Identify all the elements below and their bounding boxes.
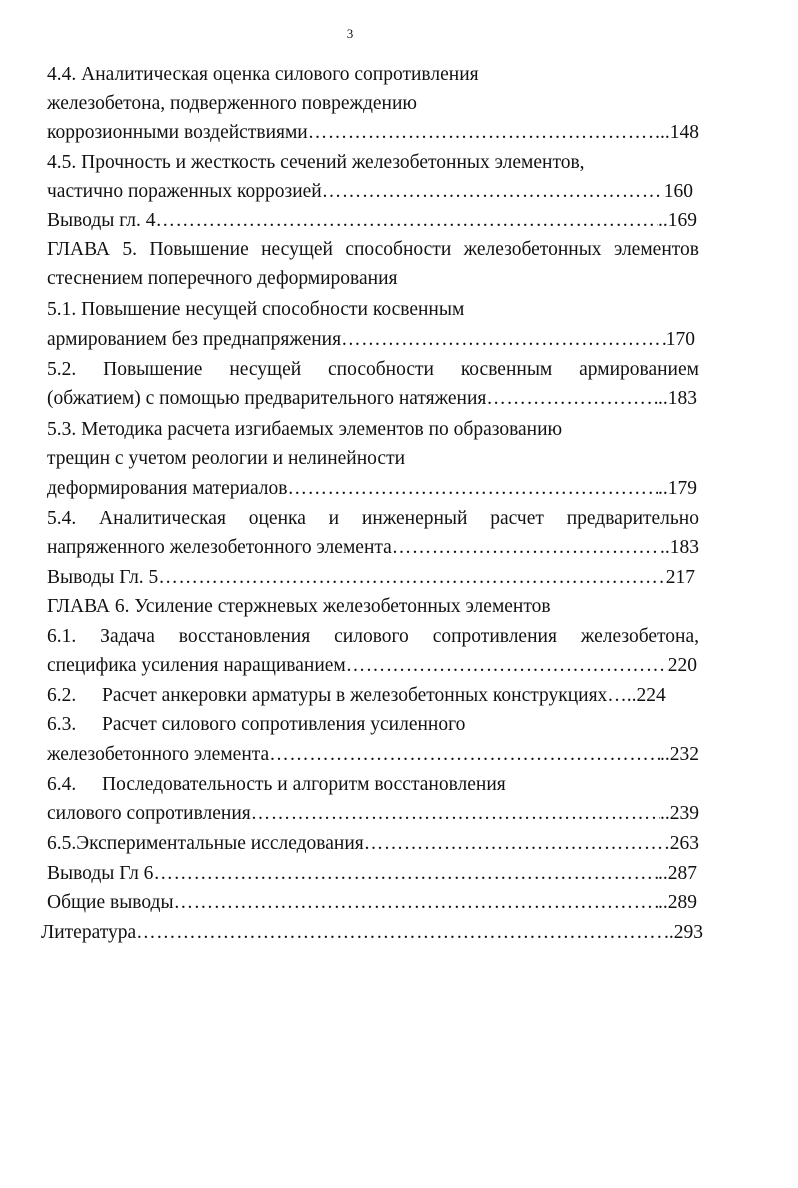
leader-dots bbox=[156, 206, 658, 236]
toc-entry-title: Литература bbox=[41, 922, 137, 943]
section-number: 6.4. bbox=[47, 774, 77, 795]
toc-entry-page: 263 bbox=[669, 833, 699, 854]
toc-entry-title: железобетонного элемента bbox=[47, 744, 270, 765]
toc-entry-page: ..183 bbox=[660, 537, 699, 558]
toc-line: 5.3. Методика расчета изгибаемых элементов по образованию bbox=[47, 419, 563, 440]
toc-entry bbox=[47, 563, 695, 593]
toc-entry-page: ..148 bbox=[660, 122, 699, 143]
toc-entry-page: ..289 bbox=[658, 892, 697, 913]
toc-entry-title: Общие выводы bbox=[47, 892, 174, 913]
toc-entry bbox=[47, 474, 697, 504]
toc-entry-page: 170 bbox=[665, 329, 695, 350]
toc-line: 4.4. Аналитическая оценка силового сопротивления bbox=[47, 64, 479, 85]
chapter-heading: ГЛАВА 6. Усиление стержневых железобетонных элементов bbox=[47, 596, 551, 617]
toc-line: железобетона, подверженного повреждению bbox=[47, 93, 417, 114]
toc-entry-title: Выводы гл. 4 bbox=[47, 210, 156, 231]
toc-entry-page: …..224 bbox=[607, 685, 666, 706]
leader-dots bbox=[346, 651, 668, 681]
toc-entry-title: силового сопротивления bbox=[47, 803, 251, 824]
toc-entry-page: 217 bbox=[665, 567, 695, 588]
leader-dots bbox=[158, 563, 665, 593]
toc-entry bbox=[47, 829, 699, 859]
toc-entry bbox=[47, 118, 699, 148]
toc-entry-page: 220 bbox=[667, 655, 697, 676]
leader-dots bbox=[322, 177, 664, 207]
toc-entry-page: 160 bbox=[663, 181, 693, 202]
toc-entry-page: ..232 bbox=[660, 744, 699, 765]
leader-dots bbox=[341, 325, 666, 355]
toc-entry-page: ..179 bbox=[658, 478, 697, 499]
toc-entry bbox=[47, 651, 697, 681]
toc-line bbox=[47, 710, 465, 740]
toc-entry bbox=[47, 177, 693, 207]
leader-dots bbox=[251, 799, 660, 829]
toc-entry bbox=[47, 384, 697, 414]
section-number: 6.5. bbox=[47, 833, 77, 854]
toc-entry bbox=[47, 740, 699, 770]
toc-entry-title: Экспериментальные исследования bbox=[76, 833, 364, 854]
toc-line: 5.1. Повышение несущей способности косвенным bbox=[47, 299, 465, 320]
toc-entry bbox=[47, 325, 695, 355]
toc-entry bbox=[47, 859, 697, 889]
toc-entry bbox=[47, 888, 697, 918]
toc-entry bbox=[47, 681, 699, 711]
toc-entry bbox=[41, 918, 703, 948]
toc-entry-title: специфика усиления наращиванием bbox=[47, 655, 346, 676]
toc-entry bbox=[47, 799, 699, 829]
toc-entry-page: ..293 bbox=[664, 922, 703, 943]
leader-dots bbox=[287, 474, 658, 504]
toc-line bbox=[47, 770, 506, 800]
toc-line: стеснением поперечного деформирования bbox=[47, 268, 398, 289]
toc-entry-title: деформирования материалов bbox=[47, 478, 288, 499]
toc-line: 5.2. Повышение несущей способности косвенным армированием bbox=[47, 359, 699, 380]
toc-entry-title: (обжатием) с помощью предварительного натяжения bbox=[47, 388, 487, 409]
toc-entry bbox=[47, 206, 697, 236]
toc-entry-page: ..183 bbox=[658, 388, 697, 409]
toc-line-text: Расчет силового сопротивления усиленного bbox=[102, 714, 466, 735]
toc-entry-page: ..169 bbox=[658, 210, 697, 231]
leader-dots bbox=[136, 918, 664, 948]
toc-entry-title: частично пораженных коррозией bbox=[47, 181, 322, 202]
toc-line: 5.4. Аналитическая оценка и инженерный расчет предварительно bbox=[47, 508, 699, 529]
leader-dots bbox=[269, 740, 660, 770]
toc-entry-title: напряженного железобетонного элемента bbox=[47, 537, 392, 558]
toc-entry bbox=[47, 533, 699, 563]
toc-line: 6.1. Задача восстановления силового сопротивления железобетона, bbox=[47, 626, 699, 647]
toc-entry-page: ..239 bbox=[660, 803, 699, 824]
toc-entry-title: Расчет анкеровки арматуры в железобетонных конструкциях bbox=[102, 685, 608, 706]
section-number: 6.3. bbox=[47, 714, 77, 735]
leader-dots bbox=[392, 533, 660, 563]
section-number: 6.2. bbox=[47, 685, 77, 706]
page-number: 3 bbox=[346, 26, 354, 41]
leader-dots bbox=[308, 118, 660, 148]
leader-dots bbox=[486, 384, 658, 414]
leader-dots bbox=[364, 829, 670, 859]
toc-line-text: Последовательность и алгоритм восстановления bbox=[102, 774, 506, 795]
leader-dots bbox=[153, 859, 658, 889]
toc-entry-title: Выводы Гл 6 bbox=[47, 863, 154, 884]
toc-line: 4.5. Прочность и жесткость сечений железобетонных элементов, bbox=[47, 152, 585, 173]
toc-line: трещин с учетом реологии и нелинейности bbox=[47, 448, 406, 469]
toc-entry-title: Выводы Гл. 5 bbox=[47, 567, 159, 588]
leader-dots bbox=[174, 888, 658, 918]
toc-entry-title: коррозионными воздействиями bbox=[47, 122, 308, 143]
toc-entry-title: армированием без преднапряжения bbox=[47, 329, 342, 350]
toc-entry-page: ..287 bbox=[658, 863, 697, 884]
chapter-heading: ГЛАВА 5. Повышение несущей способности железобетонных элементов bbox=[47, 239, 699, 260]
